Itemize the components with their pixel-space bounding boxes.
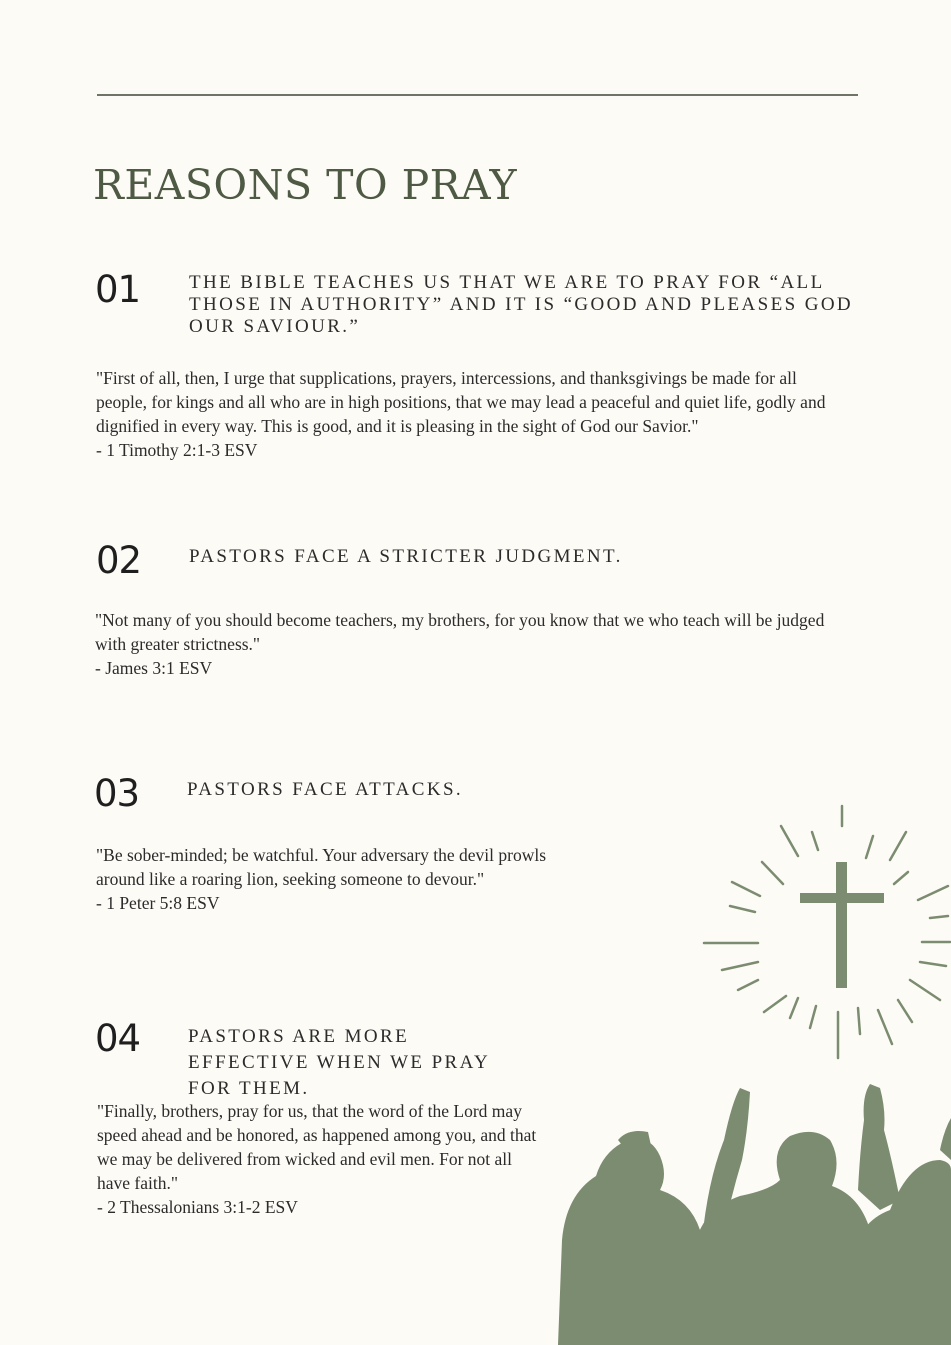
reason-number: 03: [94, 772, 140, 815]
reason-heading: PASTORS FACE ATTACKS.: [187, 779, 464, 800]
reason-number: 01: [95, 268, 141, 311]
radiant-rays-icon: [704, 806, 950, 1058]
scripture-reference: - James 3:1 ESV: [95, 658, 213, 678]
scripture-quote: "Finally, brothers, pray for us, that the word of the Lord may speed ahead and be honored, as happened among you, and that we may be delivered from wicked and evil men. For not all have faith.": [97, 1101, 537, 1193]
reason-number: 04: [95, 1017, 141, 1060]
scripture-reference: - 1 Timothy 2:1-3 ESV: [96, 440, 258, 460]
worshippers-silhouette-icon: [558, 1084, 951, 1345]
reason-number: 02: [96, 539, 142, 582]
reason-heading: PASTORS ARE MORE EFFECTIVE WHEN WE PRAY FOR THEM.: [188, 1026, 490, 1099]
reason-heading: PASTORS FACE A STRICTER JUDGMENT.: [189, 546, 623, 567]
scripture-reference: - 1 Peter 5:8 ESV: [96, 893, 220, 913]
scripture-quote: "First of all, then, I urge that supplications, prayers, intercessions, and thanksgivings be made for all people, for kings and all who are in high positions, that we may lead a peaceful and quiet life, godly and dignified in every way. This is good, and it is pleasing in the sight of God our Savior.": [96, 368, 826, 436]
scripture-quote: "Be sober-minded; be watchful. Your adversary the devil prowls around like a roaring lion, seeking someone to devour.": [96, 845, 547, 889]
scripture-quote: "Not many of you should become teachers, my brothers, for you know that we who teach will be judged with greater strictness.": [95, 610, 825, 654]
reason-heading: THE BIBLE TEACHES US THAT WE ARE TO PRAY FOR “ALL THOSE IN AUTHORITY” AND IT IS “GOOD AND PLEASES GOD OUR SAVIOUR.”: [189, 272, 854, 337]
cross-icon: [800, 862, 884, 988]
scripture-reference: - 2 Thessalonians 3:1-2 ESV: [97, 1197, 298, 1217]
page-title: REASONS TO PRAY: [93, 161, 518, 209]
